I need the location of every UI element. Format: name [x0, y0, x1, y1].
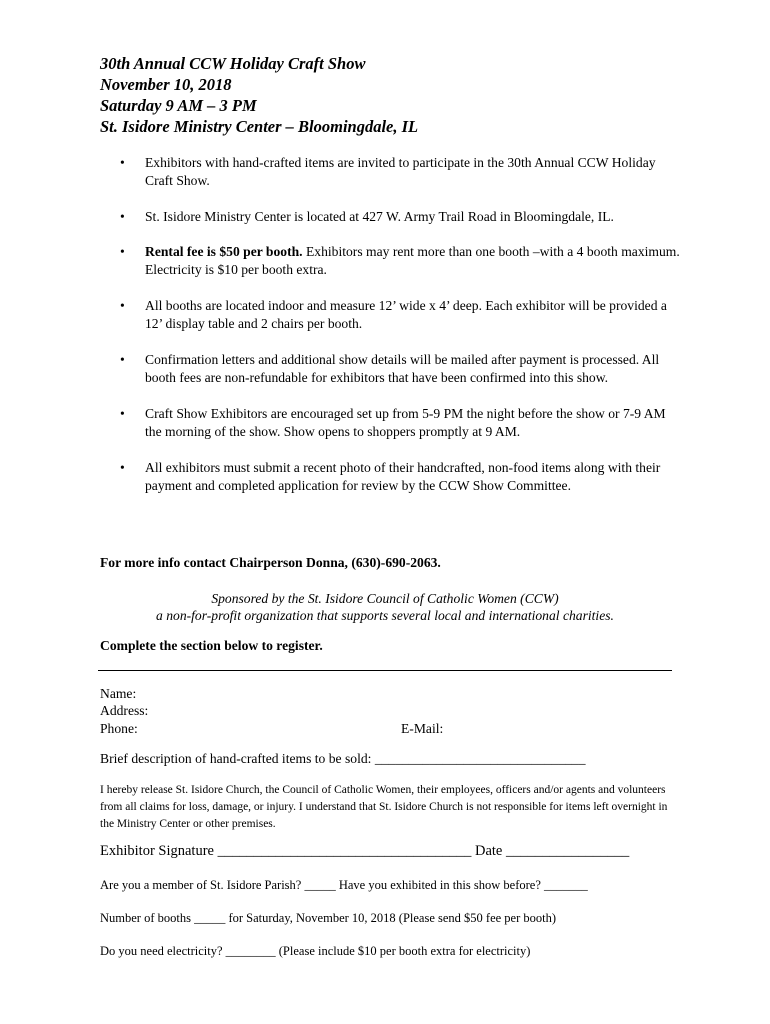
- bullet-icon: •: [120, 352, 125, 367]
- bullet-rental-fee: [100, 243, 680, 279]
- info-bullet-list: [100, 154, 680, 495]
- bullet-text: All exhibitors must submit a recent photo of their handcrafted, non-food items along with their payment and completed application for review by the CCW Show Committee.: [145, 460, 661, 493]
- bullet-text: All booths are located indoor and measure 12’ wide x 4’ deep. Each exhibitor will be provided a 12’ display table and 2 chairs per booth.: [145, 298, 667, 331]
- booth-count-question: Number of booths _____ for Saturday, November 10, 2018 (Please send $50 fee per booth): [100, 911, 557, 925]
- sponsor-line-2: a non-for-profit organization that supports several local and international charities.: [156, 608, 614, 623]
- bullet-invitation: [100, 154, 680, 190]
- email-field-label: E-Mail:: [401, 721, 444, 736]
- phone-field-label: Phone:: [100, 721, 138, 736]
- bullet-text: St. Isidore Ministry Center is located at 427 W. Army Trail Road in Bloomingdale, IL.: [145, 209, 614, 224]
- sponsor-line-1: Sponsored by the St. Isidore Council of Catholic Women (CCW): [211, 591, 559, 606]
- bullet-icon: •: [120, 155, 125, 170]
- bullet-icon: •: [120, 209, 125, 224]
- event-location: St. Isidore Ministry Center – Bloomingdale, IL: [100, 117, 419, 136]
- bullet-text: Exhibitors may rent more than one booth –with a 4 booth maximum. Electricity is $10 per booth extra.: [145, 244, 680, 277]
- event-date: November 10, 2018: [100, 75, 232, 94]
- liability-release: I hereby release St. Isidore Church, the Council of Catholic Women, their employees, officers and/or agents and volunteers from all claims for loss, damage, or injury. I understand that St. Isidore Church is not responsible for items left overnight in the Ministry Center or other premises.: [100, 784, 668, 830]
- bullet-icon: •: [120, 460, 125, 475]
- bullet-icon: •: [120, 298, 125, 313]
- bullet-text-bold: Rental fee is $50 per booth.: [145, 244, 303, 259]
- event-title: 30th Annual CCW Holiday Craft Show: [100, 54, 366, 73]
- bullet-icon: •: [120, 244, 125, 259]
- bullet-confirmation: [100, 351, 680, 387]
- register-heading: Complete the section below to register.: [100, 638, 323, 653]
- electricity-question: Do you need electricity? ________ (Please include $10 per booth extra for electricity): [100, 944, 531, 958]
- bullet-location: [100, 208, 680, 226]
- address-field-label: Address:: [100, 703, 149, 718]
- membership-question: Are you a member of St. Isidore Parish? _____ Have you exhibited in this show before? _______: [100, 878, 588, 892]
- contact-info: For more info contact Chairperson Donna, (630)-690-2063.: [100, 555, 441, 570]
- event-time: Saturday 9 AM – 3 PM: [100, 96, 257, 115]
- bullet-icon: •: [120, 406, 125, 421]
- event-header: [100, 53, 418, 137]
- bullet-booth-size: [100, 297, 680, 333]
- signature-date-field: Exhibitor Signature ___________________________________ Date _________________: [100, 843, 630, 859]
- bullet-text: Exhibitors with hand-crafted items are invited to participate in the 30th Annual CCW Holiday Craft Show.: [145, 155, 656, 188]
- item-description-field: Brief description of hand-crafted items to be sold: _______________________________: [100, 751, 586, 766]
- bullet-setup-times: [100, 405, 680, 441]
- bullet-text: Confirmation letters and additional show details will be mailed after payment is processed. All booth fees are non-refundable for exhibitors that have been confirmed into this show.: [145, 352, 660, 385]
- name-field-label: Name:: [100, 686, 137, 701]
- section-divider: [98, 670, 672, 671]
- bullet-photo-requirement: [100, 459, 680, 495]
- bullet-text: Craft Show Exhibitors are encouraged set up from 5-9 PM the night before the show or 7-9 AM the morning of the show. Show opens to shoppers promptly at 9 AM.: [145, 406, 666, 439]
